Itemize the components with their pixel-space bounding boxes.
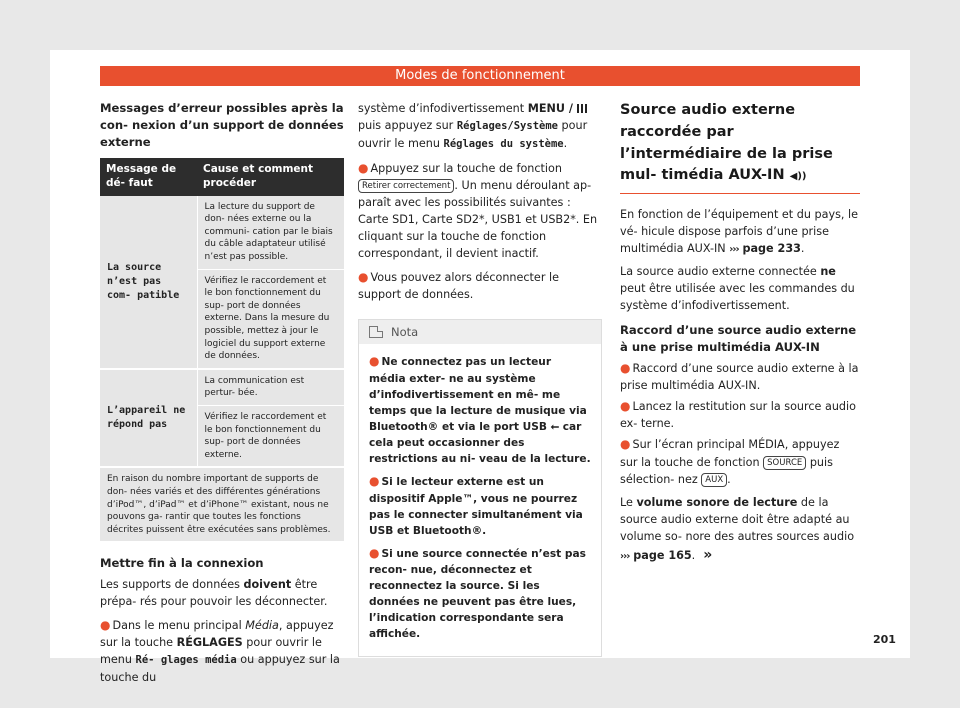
bullet-icon: ● (358, 160, 369, 175)
eject-step: ● Appuyez sur la touche de fonction Retirer correctement . Un menu déroulant ap- paraît avec les possibilités suivantes : Carte SD1, Carte SD2*, USB1 et USB2*. En cliquant sur la touche de fonction correspondant, il devient inactif. (358, 160, 598, 261)
bullet-icon: ● (369, 474, 380, 489)
bullet-icon: ● (620, 399, 631, 414)
table-footnote: En raison du nombre important de supports de don- nées variés et des différentes générations d’iPod™, d’iPad™ et d’iPhone™ existant, nous ne pouvons ga- rantir que toutes les fonctions décrites puissent être exécutées sans problèmes. (100, 467, 344, 541)
aux-connect-heading: Raccord d’une source audio externe à une prise multimédia AUX-IN (620, 323, 857, 355)
aux-control-note: La source audio externe connectée ne peut être utilisée avec les commandes du système d’infodivertissement. (620, 265, 855, 313)
table-cell-cause: Vérifiez le raccordement et le bon fonctionnement du sup- port de données externe. Dans la mesure du possible, mettez à jour le logiciel du support externe de données. (197, 269, 344, 369)
error-table (100, 158, 344, 541)
table-cell-cause: La communication est pertur- bée. (197, 369, 344, 406)
menu-paragraph: système d’infodivertissement MENU / puis appuyez sur Réglages/Système pour ouvrir le menu Réglages du système. (358, 102, 588, 150)
error-messages-heading: Messages d’erreur possibles après la con- nexion d’un support de données externe (100, 101, 344, 149)
disconnect-step-1: ● Dans le menu principal Média, appuyez sur la touche RÉGLAGES pour ouvrir le menu Ré- glages média ou appuyez sur la touche du (100, 618, 340, 685)
disconnect-paragraph: Les supports de données doivent être prépa- rés pour pouvoir les déconnecter. (100, 578, 328, 609)
aux-volume-note: Le volume sonore de lecture de la source audio externe doit être adapté au volume so- nore des autres sources audio ››› page 165. » (620, 495, 855, 563)
bullet-icon: ● (358, 270, 369, 285)
disconnect-step-2: ● Vous pouvez alors déconnecter le support de données. (358, 270, 559, 302)
nota-item: ● Si une source connectée n’est pas recon- nue, déconnectez et reconnectez la source. Si les données ne peuvent pas être lues, l’indication correspondante sera affichée. (369, 545, 586, 641)
table-header-cause: Cause et comment procéder (197, 158, 344, 195)
note-icon (369, 326, 383, 338)
table-cell-cause: Vérifiez le raccordement et le bon fonctionnement du sup- port de données externe. (197, 405, 344, 467)
nota-body (359, 344, 601, 655)
column-right (620, 100, 860, 572)
nota-header: Nota (359, 320, 601, 344)
aux-step-3: ● Sur l’écran principal MÉDIA, appuyez sur la touche de fonction SOURCE puis sélection- nez AUX . (620, 437, 840, 486)
aux-intro: En fonction de l’équipement et du pays, le vé- hicule dispose parfois d’une prise multimédia AUX-IN ››› page 233. (620, 208, 858, 256)
table-header-message: Message de dé- faut (100, 158, 197, 195)
column-left (100, 100, 344, 692)
source-button[interactable]: SOURCE (763, 456, 806, 470)
bullet-icon: ● (100, 618, 111, 633)
table-cell-message: La source n’est pas com- patible (100, 196, 197, 369)
bullet-icon: ● (369, 545, 380, 560)
retirer-button[interactable]: Retirer correctement (358, 179, 454, 193)
table-cell-message: L’appareil ne répond pas (100, 369, 197, 468)
nota-item: ● Ne connectez pas un lecteur média exter- ne au système d’infodivertissement en mê- me temps que la lecture de musique via Bluetooth® et via le port USB ⭠ car cela peut occasionner des restrictions au ni- veau de la lecture. (369, 354, 591, 466)
continue-icon: » (703, 546, 713, 563)
aux-button[interactable]: AUX (701, 473, 727, 487)
audio-wave-icon: ◀)) (789, 171, 807, 183)
page-number: 201 (873, 633, 896, 646)
bullet-icon: ● (620, 360, 631, 375)
grid-menu-icon (577, 104, 587, 113)
nota-box (358, 319, 602, 656)
bullet-icon: ● (369, 354, 380, 369)
column-middle (358, 100, 602, 657)
aux-step-2: ● Lancez la restitution sur la source audio ex- terne. (620, 399, 856, 431)
nota-item: ● Si le lecteur externe est un dispositif Apple™, vous ne pourrez pas le connecter simultanément via USB et Bluetooth®. (369, 474, 583, 537)
bullet-icon: ● (620, 437, 631, 452)
aux-section-title: Source audio externe raccordée par l’intermédiaire de la prise mul- timédia AUX-IN ◀)) (620, 100, 860, 194)
disconnect-heading: Mettre fin à la connexion (100, 556, 264, 571)
aux-step-1: ● Raccord d’une source audio externe à la prise multimédia AUX-IN. (620, 360, 859, 393)
table-cell-cause: La lecture du support de don- nées externe ou la communi- cation par le biais du câble adaptateur utilisé n’est pas possible. (197, 196, 344, 269)
chapter-header: Modes de fonctionnement (100, 66, 860, 86)
